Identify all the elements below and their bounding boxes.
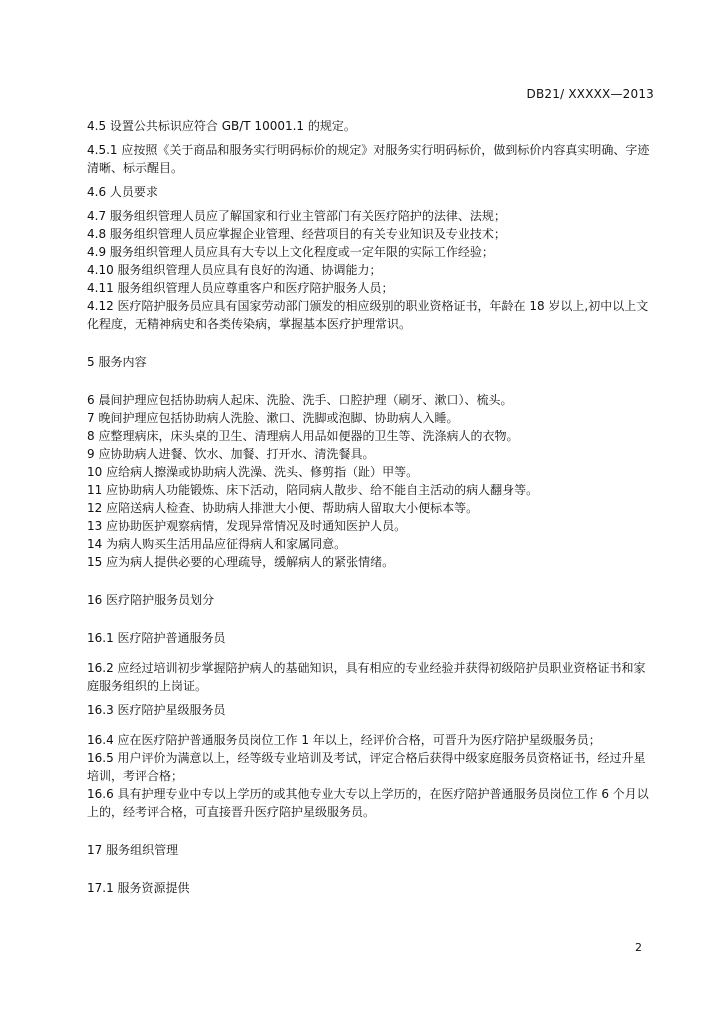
heading-17: 17 服务组织管理 [87,843,179,857]
clause-16-6: 16.6 具有护理专业中专以上学历的或其他专业大专以上学历的，在医疗陪护普通服务员岗位工作 6 个月以上的，经考评合格，可直接晋升医疗陪护星级服务员。 [87,787,649,819]
clause-16-5: 16.5 用户评价为满意以上，经等级专业培训及考试，评定合格后获得中级家庭服务员资格证书，经过升星培训，考评合格； [87,751,646,783]
clause-10: 10 应给病人擦澡或协助病人洗澡、洗头、修剪指（趾）甲等。 [87,465,419,479]
clause-4-5: 4.5 设置公共标识应符合 GB/T 10001.1 的规定。 [87,119,356,133]
clause-4-12: 4.12 医疗陪护服务员应具有国家劳动部门颁发的相应级别的职业资格证书，年龄在 18 岁以上,初中以上文化程度，无精神病史和各类传染病，掌握基本医疗护理常识。 [87,299,649,331]
page-number: 2 [635,941,642,954]
document-code-header: DB21/ XXXXX—2013 [526,87,654,101]
heading-16-1: 16.1 医疗陪护普通服务员 [87,631,226,645]
clause-9: 9 应协助病人进餐、饮水、加餐、打开水、清洗餐具。 [87,447,375,461]
heading-4-6: 4.6 人员要求 [87,185,158,199]
clause-8: 8 应整理病床，床头桌的卫生、清理病人用品如便器的卫生等、洗涤病人的衣物。 [87,429,519,443]
clause-4-8: 4.8 服务组织管理人员应掌握企业管理、经营项目的有关专业知识及专业技术； [87,227,506,241]
clause-4-10: 4.10 服务组织管理人员应具有良好的沟通、协调能力； [87,263,382,277]
clause-4-7: 4.7 服务组织管理人员应了解国家和行业主管部门有关医疗陪护的法律、法规； [87,209,506,223]
clause-4-9: 4.9 服务组织管理人员应具有大专以上文化程度或一定年限的实际工作经验； [87,245,494,259]
heading-16-3: 16.3 医疗陪护星级服务员 [87,703,226,717]
clause-14: 14 为病人购买生活用品应征得病人和家属同意。 [87,537,347,551]
clause-11: 11 应协助病人功能锻炼、床下活动，陪同病人散步、给不能自主活动的病人翻身等。 [87,483,539,497]
clause-4-5-1: 4.5.1 应按照《关于商品和服务实行明码标价的规定》对服务实行明码标价，做到标价内容真实明确、字迹清晰、标示醒目。 [87,143,650,175]
clause-15: 15 应为病人提供必要的心理疏导，缓解病人的紧张情绪。 [87,555,395,569]
clause-13: 13 应协助医护观察病情，发现异常情况及时通知医护人员。 [87,519,407,533]
heading-17-1: 17.1 服务资源提供 [87,881,190,895]
clause-16-2: 16.2 应经过培训初步掌握陪护病人的基础知识，具有相应的专业经验并获得初级陪护员职业资格证书和家庭服务组织的上岗证。 [87,661,646,693]
clause-12: 12 应陪送病人检查、协助病人排泄大小便、帮助病人留取大小便标本等。 [87,501,479,515]
clause-16-4: 16.4 应在医疗陪护普通服务员岗位工作 1 年以上，经评价合格，可晋升为医疗陪护星级服务员； [87,733,601,747]
clause-4-11: 4.11 服务组织管理人员应尊重客户和医疗陪护服务人员； [87,281,394,295]
heading-5: 5 服务内容 [87,355,147,369]
clause-7: 7 晚间护理应包括协助病人洗脸、漱口、洗脚或泡脚、协助病人入睡。 [87,411,459,425]
document-body [87,117,657,897]
heading-16: 16 医疗陪护服务员划分 [87,593,215,607]
clause-6: 6 晨间护理应包括协助病人起床、洗脸、洗手、口腔护理（刷牙、漱口）、梳头。 [87,393,513,407]
